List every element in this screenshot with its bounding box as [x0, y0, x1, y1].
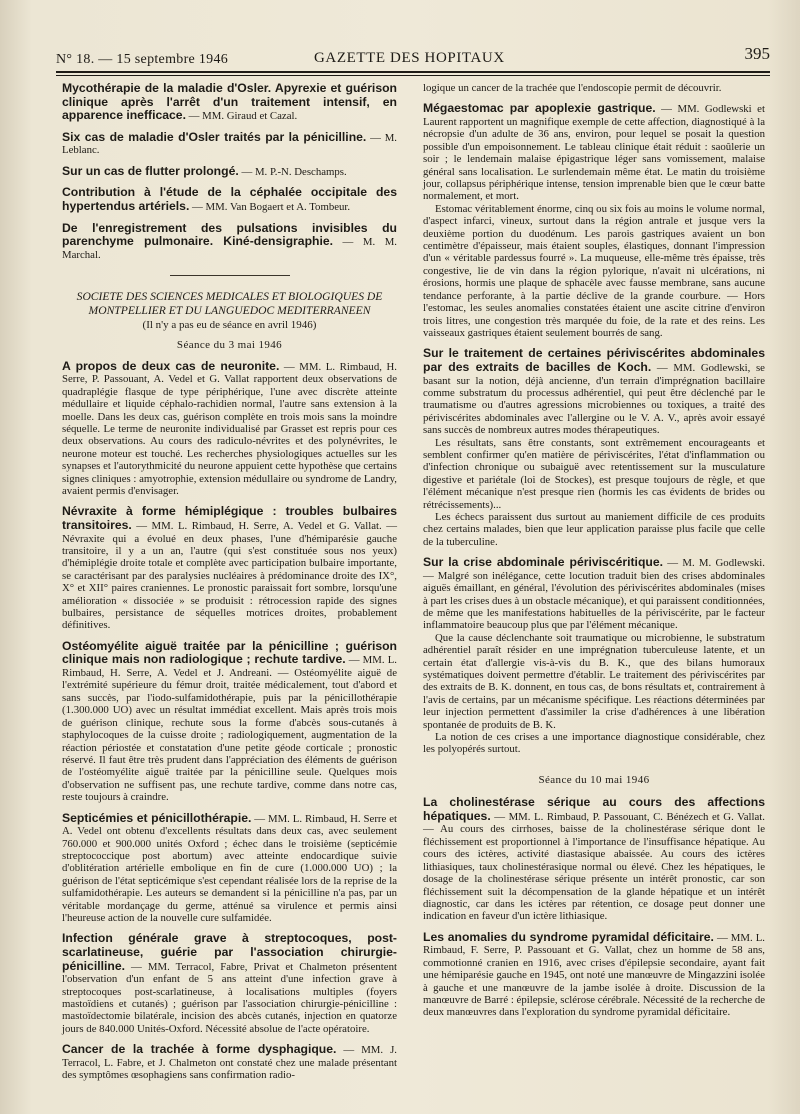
article-continuation: logique un cancer de la trachée que l'endoscopie permit de découvrir.: [423, 82, 722, 94]
abstract-title: Sur un cas de flutter prolongé. — M. P.-N. Deschamps.: [62, 163, 347, 178]
issue-date: N° 18. — 15 septembre 1946: [56, 52, 229, 67]
abstract-title: Six cas de maladie d'Osler traités par la pénicilline. — M. Leblanc.: [62, 129, 398, 157]
abstract-title: Contribution à l'étude de la céphalée occipitale des hypertendus artériels. — MM. Van Bogaert et A. Tombeur.: [62, 185, 397, 213]
article: La cholinestérase sérique au cours des affections hépatiques. — MM. L. Rimbaud, P. Passouant, C. Bénézech et G. Vallat. — Au cours des cirrhoses, baisse de la cholinestérase sérique dont le fléchissement est proportionnel à l'importance de l'insuffisance hépatique. Au cours des ictères, activité diastasique abaissée. Au cours des ictères lithiasiques, taux cholinestérasique normal ou élevé. Chez les hépatiques, le dosage de la cholinestérase sérique présente un intérêt pronostic, car son fléchissement suit la décompensation de la glande hépatique et un intérêt diagnostic, car dans les ictères par rétention, ce dosage peut donner une indication en faveur d'un ictère lithiasique.: [423, 795, 765, 923]
abstract-title: De l'enregistrement des pulsations invisibles du parenchyme pulmonaire. Kiné-densigraphie. — M. M. Marchal.: [62, 220, 397, 261]
article: Mégaestomac par apoplexie gastrique. — MM. Godlewski et Laurent rapportent un magnifique exemple de cette affection, diagnostiqué à la nécropsie d'un adulte de 36 ans, environ, pour lequel se posait la question possible d'un empoisonnement. Le tableau clinique était réduit : saoûlerie un soir ; le lendemain malaise épigastrique léger sans vomissement, malaise général sans localisation. Le surlendemain même état. Le matin du troisième jour, collapsus périphérique intense, tension imprenable bien que le cœur batte normalement, et mort. Estomac véritablement énorme, cinq ou six fois au moins le volume normal, d'aspect infarci, vineux, surtout dans la région antrale et jusque vers la deuxième portion du duodénum. Les parois gastriques avaient un bon centimètre d'épaisseur, mais étaient souples, élastiques, donnant l'impression d'un « véritable pardessus fourré ». La muqueuse, elle-même très épaisse, très congestive, lie de vin dans la région pylorique, n'avait ni ulcérations, ni érosions, hormis une plaque de sphacèle avec fausse membrane, sans aucune tendance perforante, à la partie déclive de la grande courbure. — Hors l'estomac, les seules anomalies constatées étaient une ascite citrine d'environ trois litres, une congestion très marquée du foie, de la rate et des reins. Les vaisseaux gastriques étaient seulement bourrés de sang.: [423, 101, 765, 339]
article: Sur la crise abdominale périviscéritique. — M. M. Godlewski. — Malgré son inélégance, cette locution traduit bien des crises abdominales aiguës émaillant, en général, l'évolution des périviscérites abdominales (mises à part les crises dues à un obstacle mécanique), et qui paraissent conditionnées, de même que les manifestations habituelles de la périviscérite, par le facteur inflammatoire beaucoup plus que par l'élément mécanique. Que la cause déclenchante soit traumatique ou microbienne, le substratum adhérentiel paraît résider en une imprégnation tuberculeuse latente, et un certain état d'allergie vis-à-vis du B. K., que des bilans humoraux systématiques doivent permettre d'établir. Le traitement des périviscérites par des extraits de B. K. donnent, en tous cas, de bons résultats et, contrairement à l'avis de certains, par un mécanisme spécifique. Les réactions déterminées par leur injection permettent d'assimiler la crise d'adhérences à une libération spontanée de produits de B. K. La notion de ces crises a une importance diagnostique considérable, chez les polyopérés surtout.: [423, 555, 765, 756]
seance-date: Séance du 10 mai 1946: [538, 773, 650, 786]
society-heading: SOCIETE DES SCIENCES MEDICALES ET BIOLOGIQUES DE MONTPELLIER ET DU LANGUEDOC MEDITERRANEEN: [76, 290, 383, 317]
society-note: (Il n'y a pas eu de séance en avril 1946): [142, 318, 317, 331]
article: Infection générale grave à streptocoques, post-scarlatineuse, guérie par l'association chirurgie-pénicilline. — MM. Terracol, Fabre, Privat et Chalmeton présentent l'observation d'un enfant de 5 ans atteint d'une infection grave à streptocoques post-scarlatineuse, à localisations multiples (foyers mastoïdiens et cutanés) ; guérison par l'association chirurgie-pénicilline : mastoïdectomie bilatérale, incision des abcès cutanés, injection en quatorze jours de 840.000 Unités-Oxford. Nécessité absolue de l'acte opératoire.: [62, 931, 397, 1035]
page-number: 395: [744, 44, 770, 63]
article: Ostéomyélite aiguë traitée par la pénicilline ; guérison clinique mais non radiologique ; rechute tardive. — MM. L. Rimbaud, H. Serre, A. Vedel et J. Andreani. — Ostéomyélite aiguë de l'extrémité supérieure du fémur droit, traitée médicalement, tout d'abord et sans succès, par l'iodo-sulfamidothérapie, puis par la pénicillothérapie (1.300.000 UO) avec un résultat immédiat excellent. Mais après trois mois de guérison clinique, rechute sous la forme d'abcès sous-cutanés à staphylocoques de la cuisse droite ; radiologiquement, augmentation de la réaction périostée et constatation d'une petite géode corticale ; pronostic réservé. Il faut être très prudent dans l'appréciation des éléments de guérison de l'ostéomyélite aiguë traitée par la pénicilline seule. Quelques mois d'observation ne suffisent pas, une rechute tardive, comme dans notre cas, reste toujours à craindre.: [62, 638, 397, 804]
article: Sur le traitement de certaines périviscérites abdominales par des extraits de bacilles de Koch. — MM. Godlewski, se basant sur la notion, déjà ancienne, d'un terrain d'imprégnation bacillaire comme substratum du processus adhérentiel, qui peut être déclenché par le traumatisme ou d'autres agressions microbiennes ou toxiques, a traité des périviscérites abdominales avec l'allergine ou le V. A. V., après avoir essayé sans succès de nombreux autres modes thérapeutiques. Les résultats, sans être constants, sont extrêmement encourageants et semblent confirmer qu'en matière de périviscérites, l'état d'inflammation ou d'infection chronique ou subaiguë avec retentissement sur la musculature digestive et pariétale (loi de Stockes), est presque toujours de règle, et que l'élément mécanique n'est presque rien (hormis les cas évidents de brides ou rétrécissements)... Les échecs paraissent dus surtout au maniement difficile de ces produits chez certains malades, bien que leur application paraisse plus facile que celle de la tuberculine.: [423, 346, 765, 548]
article: A propos de deux cas de neuronite. — MM. L. Rimbaud, H. Serre, P. Passouant, A. Vedel et G. Vallat rapportent deux observations de quadraplégie flasque de type périphérique, l'une avec discrète atteinte médullaire et liquide céphalo-rachidien normal, l'autre sans extension à la moelle. Dans les deux cas, guérison complète en trois mois sans la moindre séquelle. Le terme de neuronite individualisé par Grasset est repris pour ces deux observations. Au cours des radiculo-névrites et des polynévrites, le neurone moteur est touché. Les recherches physiologiques actuelles sur les synapses et l'autorythmicité du neurone appuient cette hypothèse que certains signes cliniques : amyotrophie, extension médullaire ou syndrome de Landry, avaient permis d'envisager.: [62, 358, 397, 498]
section-separator: [170, 275, 290, 276]
article: Névraxite à forme hémiplégique : troubles bulbaires transitoires. — MM. L. Rimbaud, H. Serre, A. Vedel et G. Vallat. — Névraxite qui a évolué en deux phases, l'une d'hémiparésie gauche transitoire, il y a un an, l'autre (qui s'est constituée sous nos yeux) d'hémiplégie droite totale et complète avec participation bulbaire importante, se caractérisant par des paralysies nucléaires à prédominance droite des IX°, X° et XII° paires craniennes. Le pronostic paraissait fort sombre, lorsqu'une amélioration « dissociée » se produisit : rétrocession rapide des signes bulbaires, persistance de séquelles motrices droites, probablement définitives.: [62, 504, 397, 632]
article: Cancer de la trachée à forme dysphagique. — MM. J. Terracol, L. Fabre, et J. Chalmeton ont constaté chez une malade présentant des symptômes œsophagiens sans confirmation radio-: [62, 1042, 397, 1082]
page-header: [56, 44, 770, 70]
seance-date: Séance du 3 mai 1946: [176, 339, 283, 352]
journal-title: GAZETTE DES HOPITAUX: [314, 50, 505, 66]
header-rule-thin: [56, 75, 770, 76]
abstract-title: Mycothérapie de la maladie d'Osler. Apyrexie et guérison clinique après l'arrêt d'un traitement intensif, en apparence inefficace. — MM. Giraud et Cazal.: [62, 81, 397, 123]
article: Les anomalies du syndrome pyramidal déficitaire. — MM. L. Rimbaud, F. Serre, P. Passouant et G. Vallat, chez un homme de 58 ans, commotionné cranien en 1916, avec crises d'épilepsie secondaire, ayant fait une hémiparésie gauche en 1945, ont noté une manœuvre de Mingazzini isolée à gauche et une manœuvre de la jambe isolée à droite. Discussion de la manœuvre de Barré : épilepsie, sclérose cérébrale. Nécessité de la recherche de deux manœuvres dans l'exploration du syndrome pyramidal déficitaire.: [423, 929, 766, 1019]
header-rule: [56, 71, 770, 73]
article: Septicémies et pénicillothérapie. — MM. L. Rimbaud, H. Serre et A. Vedel ont obtenu d'excellents résultats dans deux cas, avec seulement 760.000 et 900.000 unités Oxford ; échec dans le troisième (septicémie streptococcique post abortum) avec atteinte endocardique suivie d'oblitération artérielle embolique en fin de cure (1.000.000 UO) ; la guérison de l'état septicémique s'est cependant réalisée lors de la reprise de la sulfamidothérapie. Les auteurs se demandent si la pénicilline n'a pas, par un véritable mordançage du germe, atténué sa virulence et permis ainsi l'heureuse action de la nouvelle cure sulfamidée.: [62, 810, 397, 924]
right-column: [423, 82, 765, 1027]
left-column: [62, 82, 397, 1090]
